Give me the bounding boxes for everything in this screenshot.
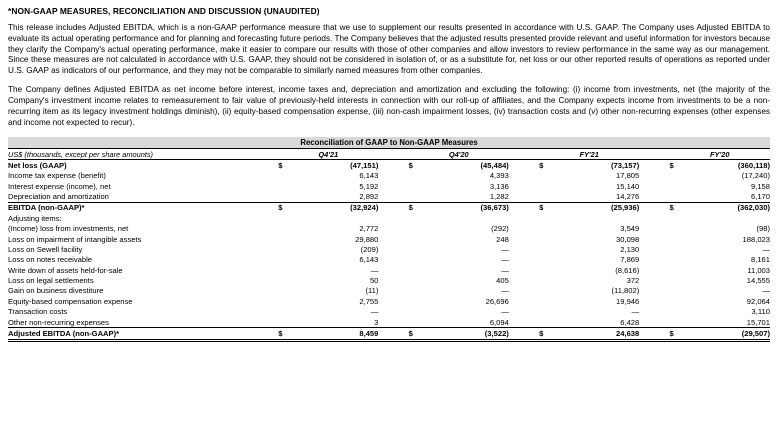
currency-symbol: [539, 234, 558, 244]
table-row: [8, 306, 770, 316]
currency-symbol: [670, 317, 689, 328]
column-gap: [639, 181, 669, 191]
currency-symbol: [409, 317, 428, 328]
cell-value: (8,616): [615, 265, 640, 275]
cell-value: (11): [365, 286, 379, 296]
cell-value: 3,110: [751, 307, 770, 317]
currency-symbol: [278, 191, 297, 202]
cell-value: 2,892: [359, 192, 379, 202]
row-label: Loss on notes receivable: [8, 255, 93, 265]
units-note: US$ (thousands, except per share amounts): [8, 149, 154, 159]
column-gap: [509, 202, 539, 213]
column-header-q4-21: Q4'21: [278, 148, 378, 159]
cell-value: 5,192: [359, 181, 379, 191]
paragraph-adjusted-ebitda-definition: The Company defines Adjusted EBITDA as net income before interest, income taxes and, depreciation and amortization and excluding the following: (i) income from investments, net (the majority of the Company's investment income relates to remeasurement to fair value of previously-held interests in connection with our roll-up of affiliates, and the Company expects income from investments to be a non-recurring item as its legacy investment holdings diminish), (ii) equity-based compensation expense, (iii) non-cash impairment losses, (iv) transaction costs and (v) other non-recurring expenses (other expenses and income not expected to recur).: [8, 85, 770, 127]
column-gap: [378, 171, 408, 181]
column-gap: [378, 286, 408, 296]
cell-value: 15,140: [616, 181, 640, 191]
currency-symbol: [539, 317, 558, 328]
currency-symbol: [409, 296, 428, 306]
column-gap: [639, 160, 669, 171]
currency-symbol: [670, 265, 689, 275]
cell-value: [297, 213, 379, 223]
currency-symbol: $: [670, 202, 689, 213]
column-gap: [378, 265, 408, 275]
currency-symbol: [409, 265, 428, 275]
row-label: Loss on legal settlements: [8, 276, 94, 286]
currency-symbol: [278, 317, 297, 328]
currency-symbol: [670, 306, 689, 316]
cell-value: —: [631, 307, 640, 317]
currency-symbol: [539, 181, 558, 191]
cell-value: 3,549: [620, 224, 640, 234]
currency-symbol: [670, 171, 689, 181]
column-gap: [509, 223, 539, 233]
table-header-row: [8, 148, 770, 159]
currency-symbol: [278, 181, 297, 191]
currency-symbol: [539, 223, 558, 233]
currency-symbol: [278, 255, 297, 265]
column-gap: [509, 306, 539, 316]
table-title: Reconciliation of GAAP to Non-GAAP Measures: [8, 137, 770, 148]
currency-symbol: [670, 244, 689, 254]
cell-value: 3,136: [489, 181, 509, 191]
currency-symbol: [409, 286, 428, 296]
cell-value: (98): [756, 224, 770, 234]
row-label: Equity-based compensation expense: [8, 296, 133, 306]
currency-symbol: [409, 171, 428, 181]
row-label: Other non-recurring expenses: [8, 317, 109, 327]
currency-symbol: [278, 234, 297, 244]
cell-value: 15,701: [746, 317, 770, 327]
currency-symbol: [278, 223, 297, 233]
cell-value: 29,880: [355, 234, 379, 244]
currency-symbol: [409, 275, 428, 285]
column-gap: [378, 244, 408, 254]
row-label: Net loss (GAAP): [8, 160, 278, 171]
row-label: Transaction costs: [8, 307, 68, 317]
table-row: [8, 328, 770, 340]
column-gap: [509, 191, 539, 202]
cell-value: 19,946: [616, 296, 640, 306]
cell-value: —: [501, 265, 509, 275]
currency-symbol: [670, 275, 689, 285]
cell-value: (47,151): [297, 160, 379, 171]
cell-value: (73,157): [558, 160, 640, 171]
column-gap: [509, 255, 539, 265]
currency-symbol: [539, 265, 558, 275]
row-label: Write down of assets held-for-sale: [8, 265, 123, 275]
cell-value: —: [501, 244, 509, 254]
table-title-row: [8, 137, 770, 148]
cell-value: (45,484): [427, 160, 509, 171]
currency-symbol: [539, 306, 558, 316]
table-row: [8, 191, 770, 202]
cell-value: 6,143: [359, 171, 379, 181]
cell-value: 14,555: [746, 276, 770, 286]
currency-symbol: [278, 275, 297, 285]
table-row: [8, 234, 770, 244]
table-row: [8, 275, 770, 285]
table-row: [8, 286, 770, 296]
cell-value: —: [501, 307, 509, 317]
currency-symbol: [409, 255, 428, 265]
cell-value: 30,098: [616, 234, 640, 244]
column-gap: [639, 223, 669, 233]
currency-symbol: [539, 171, 558, 181]
cell-value: 11,003: [747, 265, 770, 275]
column-gap: [509, 296, 539, 306]
currency-symbol: [539, 275, 558, 285]
column-header-fy-20: FY'20: [670, 148, 770, 159]
cell-value: 2,772: [359, 224, 379, 234]
cell-value: —: [370, 307, 379, 317]
cell-value: —: [762, 244, 770, 254]
currency-symbol: [409, 306, 428, 316]
cell-value: (25,936): [558, 202, 640, 213]
currency-symbol: [278, 244, 297, 254]
cell-value: 92,064: [746, 296, 770, 306]
column-gap: [639, 286, 669, 296]
currency-symbol: [539, 191, 558, 202]
column-gap: [639, 275, 669, 285]
table-row: [8, 317, 770, 328]
row-label: Gain on business divestiture: [8, 286, 104, 296]
table-row: [8, 255, 770, 265]
cell-value: 4,393: [489, 171, 509, 181]
column-gap: [378, 328, 408, 340]
cell-value: [558, 213, 640, 223]
column-gap: [378, 160, 408, 171]
cell-value: 9,158: [750, 181, 770, 191]
cell-value: 50: [369, 276, 379, 286]
cell-value: 8,459: [297, 328, 379, 340]
table-row: [8, 213, 770, 223]
column-gap: [639, 296, 669, 306]
column-gap: [378, 296, 408, 306]
column-gap: [378, 275, 408, 285]
column-gap: [509, 317, 539, 328]
column-gap: [639, 317, 669, 328]
column-gap: [509, 286, 539, 296]
cell-value: 6,428: [620, 317, 640, 327]
cell-value: 372: [626, 276, 640, 286]
column-gap: [509, 234, 539, 244]
cell-value: 14,276: [616, 192, 640, 202]
currency-symbol: [539, 213, 558, 223]
currency-symbol: [409, 213, 428, 223]
column-gap: [378, 234, 408, 244]
cell-value: 6,143: [359, 255, 379, 265]
column-gap: [378, 213, 408, 223]
column-header-fy-21: FY'21: [539, 148, 639, 159]
currency-symbol: $: [539, 202, 558, 213]
column-gap: [639, 265, 669, 275]
column-gap: [378, 255, 408, 265]
column-gap: [509, 160, 539, 171]
row-label: Interest expense (income), net: [8, 181, 111, 191]
table-row: [8, 171, 770, 181]
table-row: [8, 244, 770, 254]
currency-symbol: [670, 213, 689, 223]
cell-value: (32,924): [297, 202, 379, 213]
cell-value: (360,118): [688, 160, 770, 171]
column-gap: [378, 181, 408, 191]
currency-symbol: $: [670, 160, 689, 171]
cell-value: —: [501, 255, 509, 265]
cell-value: 1,282: [489, 192, 509, 202]
column-gap: [639, 213, 669, 223]
column-header-q4-20: Q4'20: [409, 148, 509, 159]
cell-value: (362,030): [688, 202, 770, 213]
column-gap: [509, 328, 539, 340]
currency-symbol: [670, 296, 689, 306]
currency-symbol: $: [539, 160, 558, 171]
table-row: [8, 223, 770, 233]
currency-symbol: [539, 255, 558, 265]
row-label: Loss on Sewell facility: [8, 244, 83, 254]
currency-symbol: [278, 306, 297, 316]
currency-symbol: [670, 181, 689, 191]
column-gap: [639, 306, 669, 316]
cell-value: —: [762, 286, 770, 296]
column-gap: [509, 171, 539, 181]
currency-symbol: [670, 191, 689, 202]
column-gap: [639, 328, 669, 340]
cell-value: 26,696: [485, 296, 509, 306]
cell-value: 405: [496, 276, 509, 286]
reconciliation-table: [8, 137, 770, 341]
currency-symbol: [409, 234, 428, 244]
cell-value: (292): [491, 224, 509, 234]
currency-symbol: $: [278, 160, 297, 171]
column-gap: [378, 317, 408, 328]
column-gap: [639, 171, 669, 181]
table-row: [8, 160, 770, 171]
cell-value: 2,755: [359, 296, 379, 306]
row-label: Adjusting items:: [8, 213, 62, 223]
column-gap: [378, 306, 408, 316]
cell-value: 3: [374, 317, 379, 327]
row-label: (Income) loss from investments, net: [8, 224, 129, 234]
column-gap: [639, 234, 669, 244]
currency-symbol: $: [278, 202, 297, 213]
row-label: Adjusted EBITDA (non-GAAP)*: [8, 328, 278, 340]
currency-symbol: $: [670, 328, 689, 340]
cell-value: 7,869: [620, 255, 640, 265]
currency-symbol: [409, 223, 428, 233]
currency-symbol: [409, 244, 428, 254]
currency-symbol: [278, 296, 297, 306]
column-gap: [378, 223, 408, 233]
currency-symbol: [670, 223, 689, 233]
cell-value: —: [501, 286, 509, 296]
cell-value: 24,638: [558, 328, 640, 340]
currency-symbol: [670, 286, 689, 296]
cell-value: 6,094: [489, 317, 509, 327]
cell-value: (3,522): [427, 328, 509, 340]
currency-symbol: $: [409, 328, 428, 340]
currency-symbol: $: [409, 160, 428, 171]
column-gap: [509, 181, 539, 191]
cell-value: (209): [360, 244, 379, 254]
currency-symbol: [278, 286, 297, 296]
cell-value: 8,161: [750, 255, 770, 265]
paragraph-non-gaap-explanation: This release includes Adjusted EBITDA, which is a non-GAAP performance measure that we use to supplement our results presented in accordance with U.S. GAAP. The Company uses Adjusted EBITDA to evaluate its actual operating performance and for planning and forecasting future periods. The Company believes that the adjusted results presented provide relevant and useful information for investors because they clarify the Company's actual operating performance, make it easier to compare our results with those of other companies and allow investors to review performance in the same way as our management. Since these measures are not calculated in accordance with U.S. GAAP, they should not be considered in isolation of, or as a substitute for, net loss or our other reported results of operations as reported under U.S. GAAP as indicators of our performance, and they may not be comparable to similarly named measures from other companies.: [8, 23, 770, 76]
currency-symbol: $: [539, 328, 558, 340]
column-gap: [509, 275, 539, 285]
table-row: [8, 296, 770, 306]
row-label: Loss on impairment of intangible assets: [8, 234, 142, 244]
table-row: [8, 181, 770, 191]
currency-symbol: [670, 234, 689, 244]
column-gap: [378, 202, 408, 213]
currency-symbol: [278, 265, 297, 275]
cell-value: 2,130: [620, 244, 640, 254]
currency-symbol: [278, 213, 297, 223]
currency-symbol: [409, 181, 428, 191]
currency-symbol: $: [278, 328, 297, 340]
currency-symbol: [539, 286, 558, 296]
table-body: [8, 160, 770, 340]
column-gap: [639, 244, 669, 254]
column-gap: [639, 202, 669, 213]
cell-value: (11,802): [611, 286, 640, 296]
currency-symbol: $: [409, 202, 428, 213]
cell-value: (36,673): [427, 202, 509, 213]
cell-value: 188,023: [742, 234, 770, 244]
cell-value: [427, 213, 509, 223]
currency-symbol: [278, 171, 297, 181]
cell-value: (17,240): [741, 171, 770, 181]
cell-value: 17,805: [616, 171, 640, 181]
page-title: *NON-GAAP MEASURES, RECONCILIATION AND DISCUSSION (UNAUDITED): [8, 6, 320, 16]
currency-symbol: [670, 255, 689, 265]
column-gap: [639, 191, 669, 202]
column-gap: [639, 255, 669, 265]
cell-value: —: [370, 265, 379, 275]
currency-symbol: [539, 244, 558, 254]
table-row: [8, 202, 770, 213]
table-row: [8, 265, 770, 275]
cell-value: 6,170: [750, 192, 770, 202]
row-label: EBITDA (non-GAAP)*: [8, 202, 278, 213]
cell-value: (29,507): [688, 328, 770, 340]
row-label: Depreciation and amortization: [8, 192, 109, 202]
currency-symbol: [539, 296, 558, 306]
column-gap: [378, 191, 408, 202]
row-label: Income tax expense (benefit): [8, 171, 106, 181]
column-gap: [509, 244, 539, 254]
currency-symbol: [409, 191, 428, 202]
column-gap: [509, 265, 539, 275]
column-gap: [509, 213, 539, 223]
cell-value: [688, 213, 770, 223]
cell-value: 248: [496, 234, 509, 244]
